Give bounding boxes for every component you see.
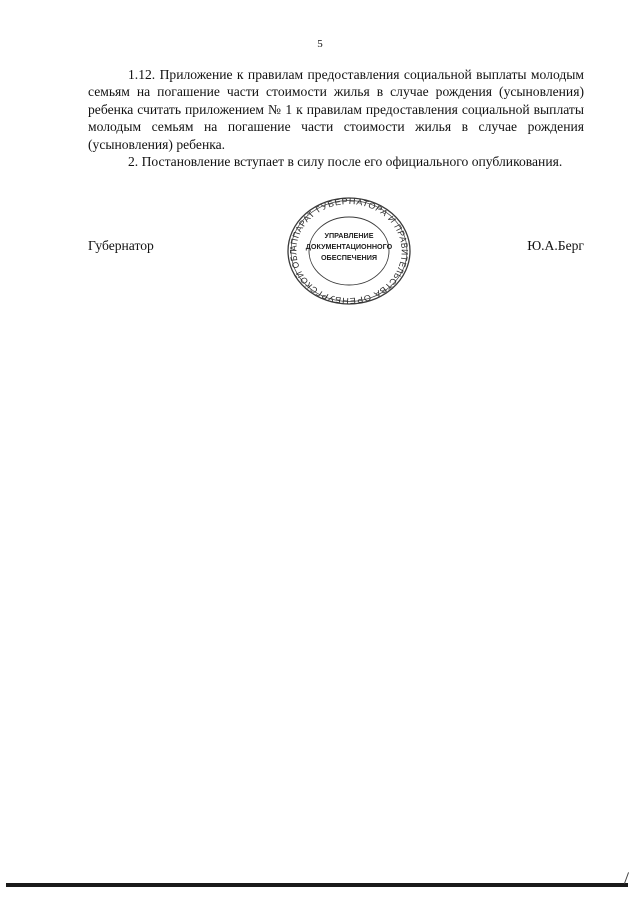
seal-center-line-1: УПРАВЛЕНИЕ bbox=[324, 231, 374, 240]
paragraph-1-12: 1.12. Приложение к правилам предоставления социальной выплаты молодым семьям на погашение части стоимости жилья в случае рождения (усыновления) ребенка считать приложением № 1 к правилам предоставления социальной выплаты молодым семьям на погашение части стоимости жилья в случае рождения (усыновления) ребенка. bbox=[88, 67, 584, 152]
page-bottom-rule bbox=[6, 883, 628, 887]
seal-center-line-2: ДОКУМЕНТАЦИОННОГО bbox=[305, 242, 393, 251]
official-seal-stamp bbox=[286, 196, 412, 306]
document-body bbox=[88, 66, 584, 170]
seal-center-line-3: ОБЕСПЕЧЕНИЯ bbox=[320, 253, 378, 262]
paragraph-2: 2. Постановление вступает в силу после его официального опубликования. bbox=[128, 154, 563, 170]
signatory-title: Губернатор bbox=[88, 238, 154, 253]
signatory-name: Ю.А.Берг bbox=[527, 238, 584, 253]
page-number: 5 bbox=[317, 38, 323, 50]
seal-ring-text: АППАРАТ ГУБЕРНАТОРА И ПРАВИТЕЛЬСТВА ОРЕНБУРГСКОЙ ОБЛ bbox=[287, 196, 411, 306]
